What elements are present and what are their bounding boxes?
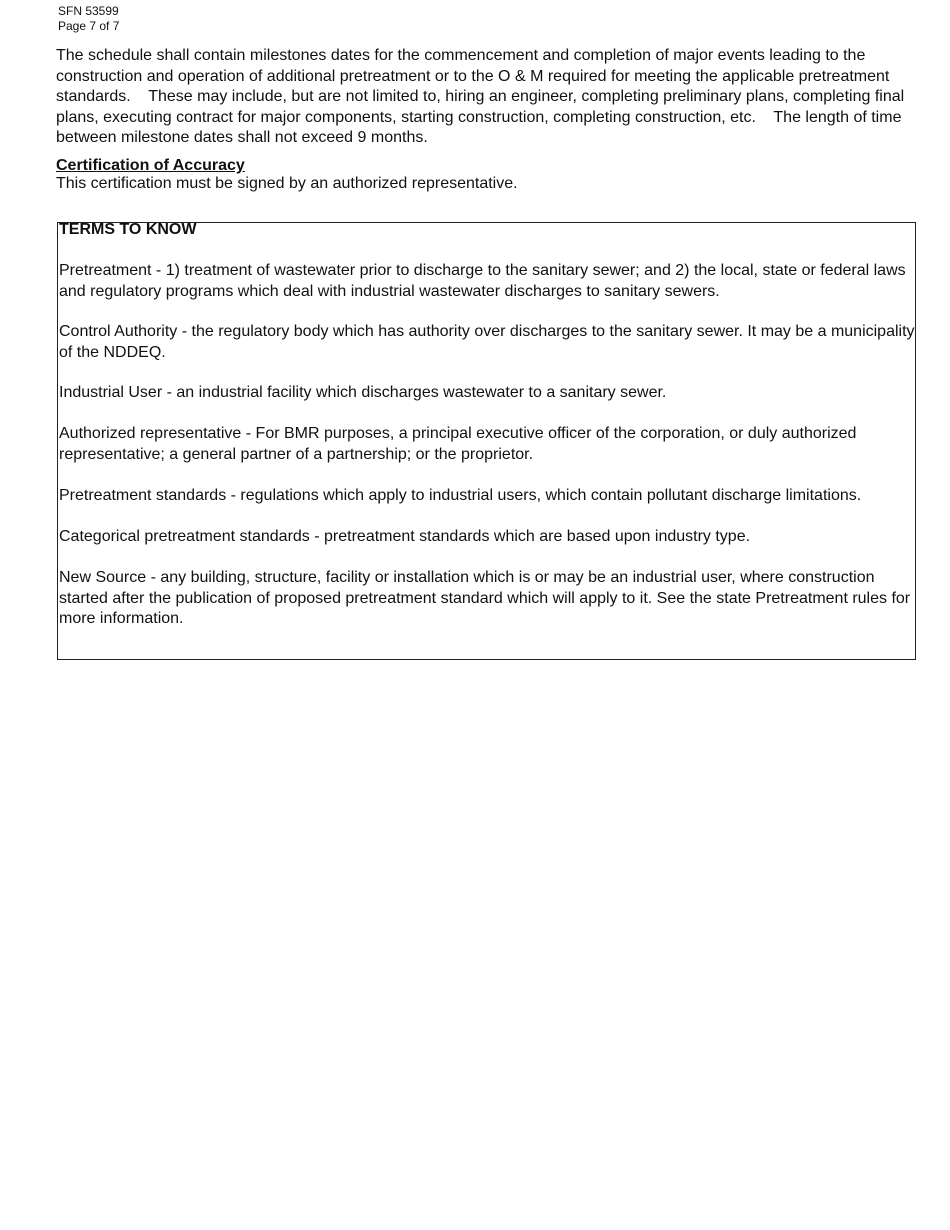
- form-number: SFN 53599: [58, 4, 119, 18]
- page-header: [58, 4, 119, 34]
- term-new-source: New Source - any building, structure, facility or installation which is or may be an industrial user, where construction started after the publication of proposed pretreatment standard which will apply to it. See the state Pretreatment rules for more information.: [59, 569, 911, 627]
- certification-text: This certification must be signed by an authorized representative.: [56, 175, 518, 192]
- certification-heading: Certification of Accuracy: [56, 157, 245, 174]
- schedule-paragraph: The schedule shall contain milestones dates for the commencement and completion of major events leading to the construction and operation of additional pretreatment or to the O & M required for meeting the applicable pretreatment standards. These may include, but are not limited to, hiring an engineer, completing preliminary plans, completing final plans, executing contract for major components, starting construction, completing construction, etc. The length of time between milestone dates shall not exceed 9 months.: [56, 47, 909, 146]
- page-number: Page 7 of 7: [58, 19, 120, 33]
- terms-to-know-box: [57, 222, 916, 660]
- term-authorized-representative: Authorized representative - For BMR purposes, a principal executive officer of the corporation, or duly authorized representative; a general partner of a partnership; or the proprietor.: [59, 425, 857, 463]
- terms-title: TERMS TO KNOW: [59, 221, 197, 238]
- term-pretreatment: Pretreatment - 1) treatment of wastewater prior to discharge to the sanitary sewer; and 2) the local, state or federal laws and regulatory programs which deal with industrial wastewater discharges to sanitary sewers.: [59, 262, 906, 300]
- term-categorical-standards: Categorical pretreatment standards - pretreatment standards which are based upon industry type.: [59, 528, 751, 545]
- term-industrial-user: Industrial User - an industrial facility which discharges wastewater to a sanitary sewer.: [59, 384, 667, 401]
- term-pretreatment-standards: Pretreatment standards - regulations which apply to industrial users, which contain pollutant discharge limitations.: [59, 487, 862, 504]
- term-control-authority: Control Authority - the regulatory body which has authority over discharges to the sanitary sewer. It may be a municipality of the NDDEQ.: [59, 323, 915, 361]
